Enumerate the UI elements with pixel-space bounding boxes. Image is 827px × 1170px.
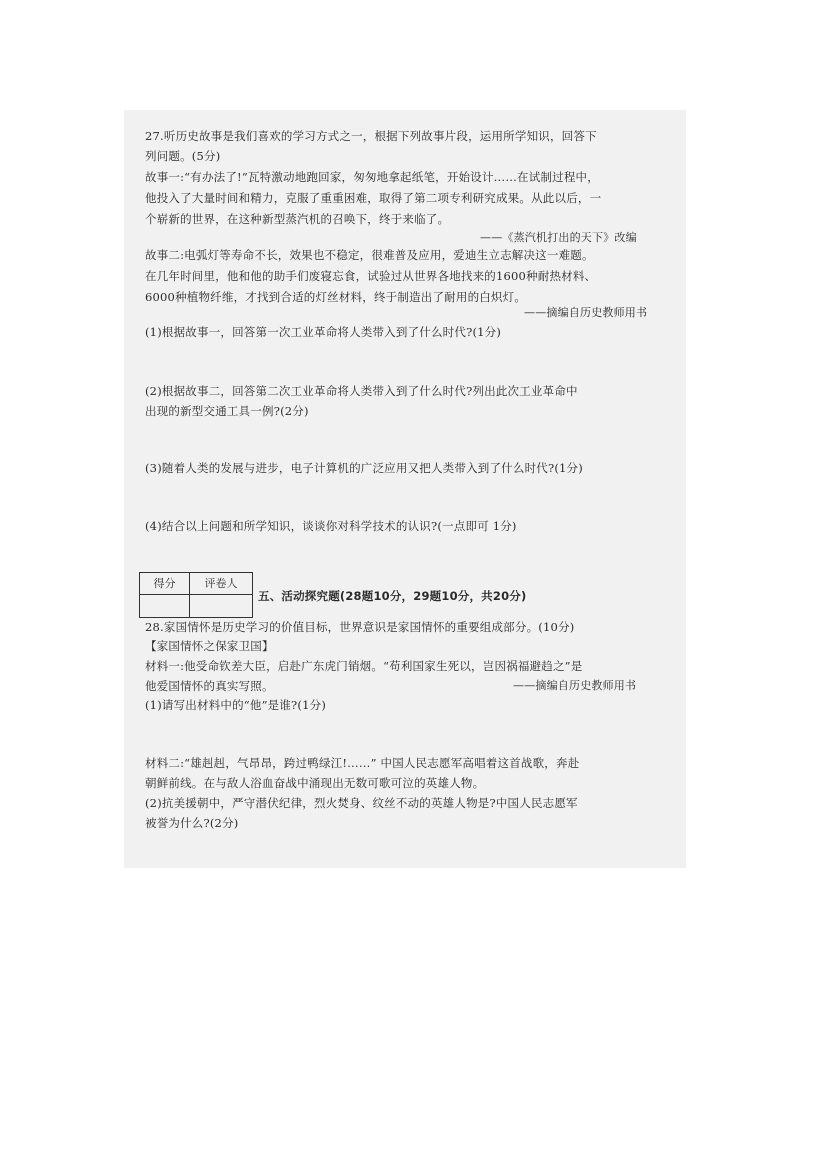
q27-story1-line1: 故事一:“有办法了!”瓦特激动地跑回家，匆匆地拿起纸笔，开始设计……在试制过程中， [145,170,599,184]
q28-stem: 28.家国情怀是历史学习的价值目标，世界意识是家国情怀的重要组成部分。(10分) [145,620,575,634]
q28-material1-source: ——摘编自历史教师用书 [513,679,637,692]
q28-heading: 【家国情怀之保家卫国】 [145,639,274,653]
q27-story1-line2: 他投入了大量时间和精力，克服了重重困难，取得了第二项专利研究成果。从此以后，一 [145,191,602,205]
q27-stem-line1: 27.听历史故事是我们喜欢的学习方式之一，根据下列故事片段，运用所学知识，回答下 [145,129,597,143]
score-table [139,572,253,618]
q27-story2-source: ——摘编自历史教师用书 [524,306,648,319]
q27-sub4: (4)结合以上问题和所学知识，谈谈你对科学技术的认识?(一点即可 1分) [145,519,517,533]
q28-material2-line2: 朝鲜前线。在与敌人浴血奋战中涌现出无数可歌可泣的英雄人物。 [145,776,485,790]
table-divider [140,594,252,595]
q28-sub2-line2: 被誉为什么?(2分) [145,816,239,830]
section-title: 五、活动探究题(28题10分，29题10分，共20分) [258,589,527,603]
q28-material2-line1: 材料二:“雄赳赳，气昂昂，跨过鸭绿江!……” 中国人民志愿军高唱着这首战歌，奔赴 [145,756,580,770]
q27-sub2-line1: (2)根据故事二，回答第二次工业革命将人类带入到了什么时代?列出此次工业革命中 [145,384,578,398]
q27-story2-line1: 故事二:电弧灯等寿命不长，效果也不稳定，很难普及应用，爱迪生立志解决这一难题。 [145,248,594,262]
score-column-header: 得分 [153,577,176,590]
q28-sub2-line1: (2)抗美援朝中，严守潜伏纪律，烈火焚身、纹丝不动的英雄人物是?中国人民志愿军 [145,796,578,810]
grader-column-header: 评卷人 [204,577,238,590]
q27-sub3: (3)随着人类的发展与进步，电子计算机的广泛应用又把人类带入到了什么时代?(1分) [145,461,583,475]
q28-material1-line2: 他爱国情怀的真实写照。 [145,679,274,693]
q27-story1-line3: 个崭新的世界，在这种新型蒸汽机的召唤下，终于来临了。 [145,212,450,226]
q27-stem-line2: 列问题。(5分) [145,149,221,163]
q27-story2-line3: 6000种植物纤维，才找到合适的灯丝材料，终于制造出了耐用的白炽灯。 [145,290,527,304]
q27-sub2-line2: 出现的新型交通工具一例?(2分) [145,404,309,418]
q28-material1-line1: 材料一:他受命钦差大臣，启赴广东虎门销烟。“苟利国家生死以，岂因祸福避趋之”是 [145,659,583,673]
q28-sub1: (1)请写出材料中的“他”是谁?(1分) [145,698,327,712]
q27-story1-source: ——《蒸汽机打出的天下》改编 [480,231,637,244]
q27-sub1: (1)根据故事一，回答第一次工业革命将人类带入到了什么时代?(1分) [145,325,502,339]
q27-story2-line2: 在几年时间里，他和他的助手们废寝忘食，试验过从世界各地找来的1600种耐热材料、 [145,269,597,283]
